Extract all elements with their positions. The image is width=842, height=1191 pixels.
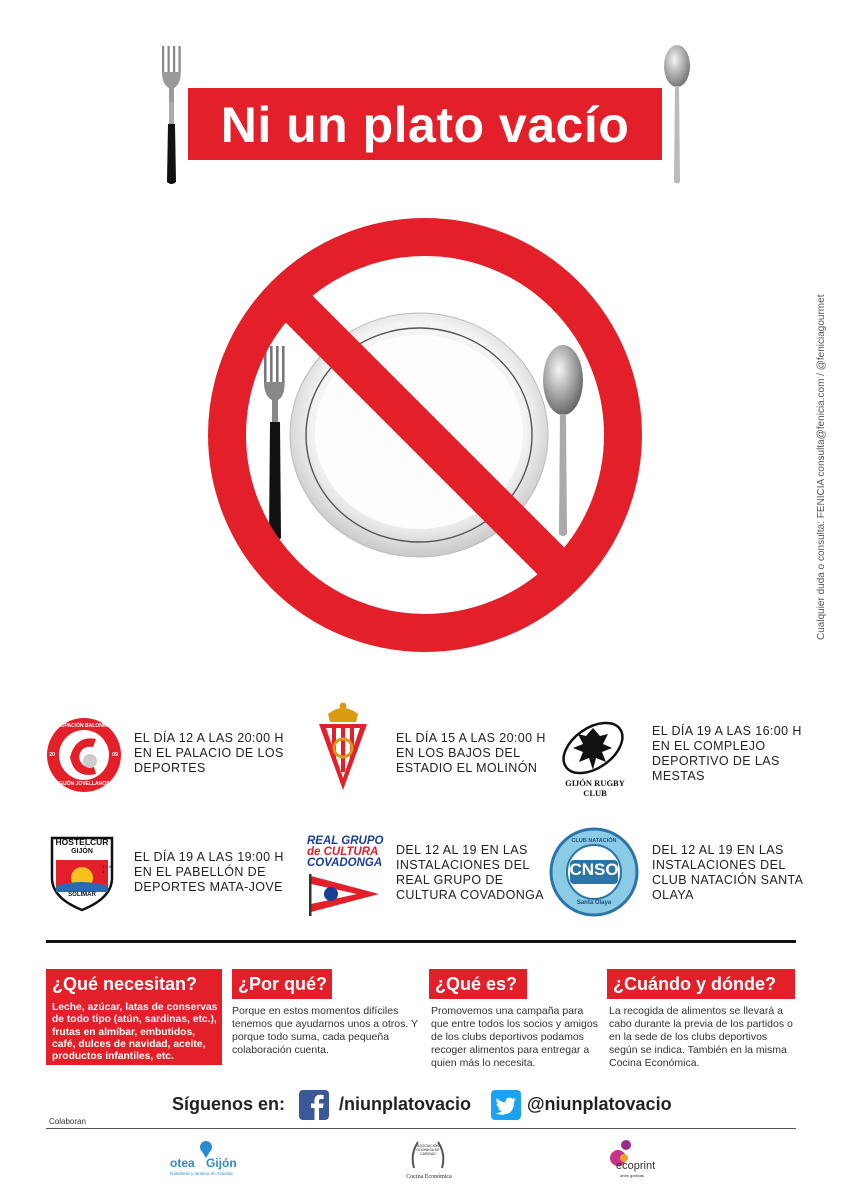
what-needed-box [46, 969, 222, 1065]
hostelcur-solimar: SOLIMAR [68, 892, 96, 898]
cocina-text: Cocina Económica [406, 1174, 452, 1180]
when-where-text: La recogida de alimentos se llevará a cabo durante la previa de los partidos o en la sede de los clubs deportivos según se indica. También en la misma Cocina Económica. [609, 1005, 793, 1069]
ecoprint-text: ecoprint [616, 1160, 656, 1172]
otea-tagline: hostelería y turismo en Asturias [170, 1171, 233, 1176]
twitter-icon[interactable] [491, 1090, 521, 1120]
covadonga-line-2: de CULTURA [307, 846, 379, 858]
cnso-name: CNSO [569, 860, 619, 879]
section-divider [46, 940, 796, 943]
event-2-text: EL DÍA 15 A LAS 20:00 H EN LOS BAJOS DEL ESTADIO EL MOLINÓN [396, 731, 546, 775]
sporting-crest [316, 700, 370, 792]
rugby-club-logo [556, 714, 630, 798]
fork-icon [158, 44, 186, 186]
balonmano-top-text: AGRUPACIÓN BALONMANO [49, 723, 119, 729]
what-is-title: ¿Qué es? [429, 969, 527, 999]
why-title: ¿Por qué? [232, 969, 332, 999]
balonmano-year-right: 09 [112, 752, 119, 758]
balonmano-logo [46, 717, 122, 793]
gijon-text: Gijón [206, 1156, 237, 1170]
cnso-top: CLUB NATACIÓN [571, 838, 617, 844]
hostelcur-city: GIJÓN [71, 848, 93, 855]
cocina-economica-logo [396, 1138, 462, 1182]
ecoprint-tagline: artes gráficas [620, 1173, 645, 1178]
covadonga-line-1: REAL GRUPO [307, 835, 384, 847]
rugby-club-name: GIJÓN RUGBY CLUB [565, 778, 625, 798]
plate-fork-icon [264, 346, 285, 541]
when-where-title: ¿Cuándo y dónde? [607, 969, 795, 999]
side-credit: Cualquier duda o consulta: FENICIA consulta@fenicia.com / @feniciagourmet [816, 294, 827, 640]
balonmano-year-left: 20 [49, 752, 56, 758]
no-empty-plate-illustration [190, 200, 660, 670]
what-is-text: Promovemos una campaña para que entre todos los socios y amigos de los clubs deportivos podamos recoger alimentos para entregar a quien más lo necesita. [431, 1005, 598, 1069]
facebook-icon[interactable] [299, 1090, 329, 1120]
plate-spoon-icon [543, 345, 583, 536]
hostelcur-logo [46, 834, 118, 912]
facebook-handle[interactable]: /niunplatovacio [339, 1094, 472, 1114]
cnso-logo [548, 826, 640, 918]
cnso-bottom: Santa Olaya [576, 900, 612, 906]
hostelcur-title: HOSTELCUR [55, 837, 109, 847]
event-5-text: DEL 12 AL 19 EN LAS INSTALACIONES DEL REAL GRUPO DE CULTURA COVADONGA [396, 843, 545, 902]
why-text: Porque en estos momentos difíciles tenemos que ayudarnos unos a otros. Y porque todo suma, cada pequeña colaboración cuenta. [232, 1005, 418, 1056]
hostelcur-year: 1 9 9 5 [102, 864, 111, 874]
title-banner [188, 88, 662, 160]
cocina-top-text: ASOCIACIÓN GIJONESA DE CARIDAD [416, 1144, 440, 1156]
what-needed-text: Leche, azúcar, latas de conservas de todo tipo (atún, sardinas, etc.), frutas en almíbar, embutidos, café, dulces de navidad, aceite, productos infantiles, etc. [52, 1002, 218, 1063]
follow-us-row [0, 1090, 842, 1122]
event-4-text: EL DÍA 19 A LAS 19:00 H EN EL PABELLÓN DE DEPORTES MATA-JOVE [134, 850, 284, 894]
footer-divider [46, 1128, 796, 1129]
event-1-text: EL DÍA 12 A LAS 20:00 H EN EL PALACIO DE LOS DEPORTES [134, 731, 284, 775]
what-needed-title: ¿Qué necesitan? [46, 969, 222, 999]
covadonga-line-3: COVADONGA [307, 857, 383, 869]
ecoprint-logo [606, 1138, 676, 1180]
otea-gijon-logo [170, 1140, 260, 1180]
event-6-text: DEL 12 AL 19 EN LAS INSTALACIONES DEL CLUB NATACIÓN SANTA OLAYA [652, 843, 803, 902]
spoon-icon [660, 44, 694, 186]
collab-label: Colaboran [49, 1117, 86, 1126]
covadonga-logo [307, 836, 387, 920]
balonmano-bottom-text: GIJÓN JOVELLANOS [58, 781, 110, 787]
follow-label: Síguenos en: [172, 1094, 286, 1114]
event-3-text: EL DÍA 19 A LAS 16:00 H EN EL COMPLEJO DEPORTIVO DE LAS MESTAS [652, 724, 802, 783]
page-title: Ni un plato vacío [220, 97, 630, 153]
otea-text: otea [170, 1156, 195, 1170]
twitter-handle[interactable]: @niunplatovacio [527, 1094, 672, 1114]
